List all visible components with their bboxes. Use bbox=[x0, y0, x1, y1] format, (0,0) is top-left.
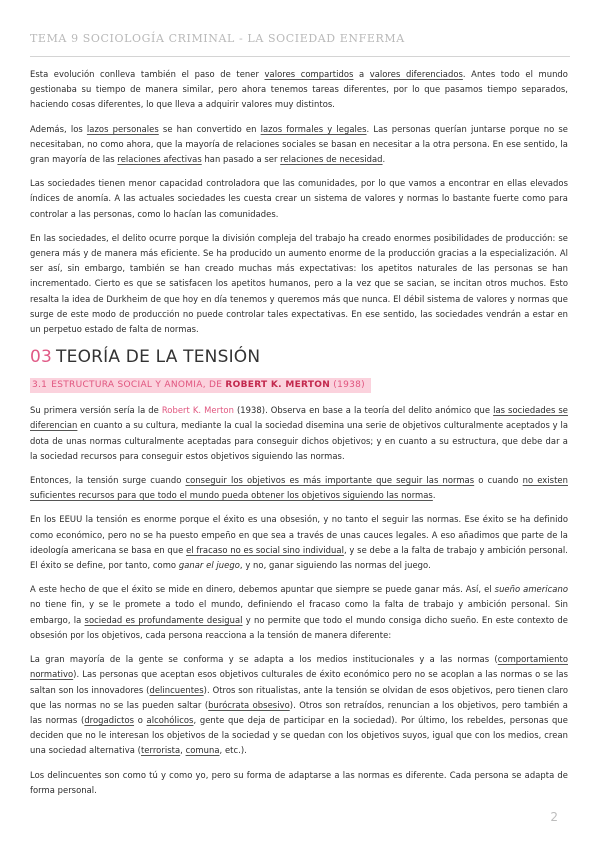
underlined-term: relaciones afectivas bbox=[117, 154, 202, 165]
underlined-term: el fracaso no es social sino individual bbox=[186, 544, 344, 555]
paragraph-values: Esta evolución conlleva también el paso de tener valores compartidos a valores diferenciados. Antes todo el mundo gestionaba su tiempo de manera similar, pero ahora tenemos tareas diferentes, por lo que pasamos tiempo separados, haciendo cosas diferentes, lo que lleva a adquirir valores muy distintos. bbox=[30, 69, 568, 110]
underlined-term: delincuentes bbox=[149, 684, 204, 695]
paragraph-conclusion: Los delincuentes son como tú y como yo, pero su forma de adaptarse a las normas es diferente. Cada persona se adapta de forma personal. bbox=[30, 769, 568, 795]
paragraph-usa: En los EEUU la tensión es enorme porque el éxito es una obsesión, y no tanto el seguir las normas. Ese éxito se ha definido como económico, pero no se ha puesto empeño en que sea a través de unas cauces legales. A eso añadimos que parte de la ideología americana se basa en que el fracaso no es social sino individual, y se debe a la falta de trabajo y ambición personal. El éxito se define, por tanto, como ganar el juego, y no, ganar siguiendo las normas del juego. bbox=[30, 514, 568, 571]
underlined-term: valores compartidos bbox=[264, 69, 354, 79]
underlined-term: relaciones de necesidad bbox=[280, 154, 383, 165]
page-body bbox=[30, 67, 568, 807]
italic-term: sueño americano bbox=[494, 584, 568, 595]
paragraph-anomie: Las sociedades tienen menor capacidad controladora que las comunidades, por lo que vamos a encontrar en ellas elevados índices de anomía. A las actuales sociedades les cuesta crear un sistema de valores y normas lo bastante fuerte como para controlar a las personas, como lo hacían las comunidades. bbox=[30, 178, 568, 219]
paragraph-bonds: Además, los lazos personales se han convertido en lazos formales y legales. Las personas querían juntarse porque no se necesitaban, no como ahora, que la mayoría de relaciones sociales se basan en necesitar a la otra persona. En ese sentido, la gran mayoría de las relaciones afectivas han pasado a ser relaciones de necesidad. bbox=[30, 123, 568, 165]
underlined-term: terrorista bbox=[140, 745, 181, 756]
paragraph-american-dream: A este hecho de que el éxito se mide en dinero, debemos apuntar que siempre se puede ganar más. Así, el sueño americano no tiene fin, y se le promete a todo el mundo, definiendo el fracaso como la falta de trabajo y ambición personal. Sin embargo, la sociedad es profundamente desigual y no permite que todo el mundo consiga dicho sueño. En este contexto de obsesión por los objetivos, cada persona reacciona a la tensión de manera diferente: bbox=[30, 584, 568, 640]
subsection-title: ESTRUCTURA SOCIAL Y ANOMIA, DE bbox=[51, 380, 223, 391]
subsection-heading bbox=[30, 378, 371, 393]
underlined-term: lazos formales y legales bbox=[260, 123, 367, 134]
subsection-year: (1938) bbox=[333, 380, 365, 391]
paragraph-merton: Su primera versión sería la de Robert K. Merton (1938). Observa en base a la teoría del delito anómico que las sociedades se diferencian en cuanto a su cultura, mediante la cual la sociedad disemina una serie de objetivos culturalmente aceptados y la dota de unas normas culturalmente aceptadas para conseguir dichos objetivos; y en cuanto a su estructura, que debe dar a la sociedad recursos para conseguir estos objetivos siguiendo las normas. bbox=[30, 405, 568, 461]
underlined-term: alcohólicos bbox=[146, 714, 194, 725]
underlined-term: conseguir los objetivos es más importante que seguir las normas bbox=[185, 475, 475, 486]
section-heading bbox=[30, 346, 568, 368]
header-divider bbox=[30, 56, 570, 57]
subsection-author: ROBERT K. MERTON bbox=[225, 380, 331, 391]
section-number: 03 bbox=[30, 347, 53, 368]
running-header: TEMA 9 SOCIOLOGÍA CRIMINAL - LA SOCIEDAD ENFERMA bbox=[30, 32, 405, 45]
section-title: TEORÍA DE LA TENSIÓN bbox=[56, 347, 261, 368]
page-number: 2 bbox=[550, 810, 558, 824]
underlined-term: no existen suficientes recursos para que todo el mundo pueda obtener los objetivos siguiendo las normas bbox=[30, 475, 568, 501]
underlined-term: comportamiento normativo bbox=[30, 654, 568, 680]
author-name: Robert K. Merton bbox=[161, 405, 234, 416]
paragraph-crime-production: En las sociedades, el delito ocurre porque la división compleja del trabajo ha creado enormes posibilidades de producción: se genera más y de manera más eficiente. Se ha producido un aumento enorme de la producción gracias a la especialización. Al ser así, sin embargo, también se han creado muchas más expectativas: los apetitos naturales de las personas se han incrementado. Cierto es que se satisfacen los apetitos humanos, pero a la vez que se sacian, se incitan otros muchos. Esto resalta la idea de Durkheim de que hoy en día tenemos y queremos más que nunca. El débil sistema de valores y normas que surge de este modo de producción no puede controlar tales expectativas. En ese sentido, las sociedades vendrán a estar en un perpetuo estado de falta de normas. bbox=[30, 232, 568, 335]
paragraph-tension: Entonces, la tensión surge cuando conseguir los objetivos es más importante que seguir las normas o cuando no existen suficientes recursos para que todo el mundo pueda obtener los objetivos siguiendo las normas. bbox=[30, 475, 568, 501]
underlined-term: valores diferenciados bbox=[369, 69, 463, 79]
underlined-term: comuna bbox=[185, 745, 220, 756]
subsection-number: 3.1 bbox=[32, 380, 48, 391]
underlined-term: lazos personales bbox=[86, 123, 159, 134]
paragraph-adaptations: La gran mayoría de la gente se conforma y se adapta a los medios institucionales y a las normas (comportamiento normativo). Las personas que aceptan esos objetivos culturales de éxito económico pero no se acoplan a las normas o se las saltan son los innovadores (delincuentes). Otros son ritualistas, ante la tensión se olvidan de esos objetivos, pero tienen claro que las normas no se las pueden saltar (burócrata obsesivo). Otros son retraídos, renuncian a los objetivos, pero también a las normas (drogadictos o alcohólicos, gente que deja de participar en la sociedad). Por último, los rebeldes, personas que deciden que no le interesan los objetivos de la sociedad y se quedan con los objetivos suyos, igual que con los medios, crean una sociedad alternativa (terrorista, comuna, etc.). bbox=[30, 654, 568, 756]
underlined-term: sociedad es profundamente desigual bbox=[84, 614, 243, 625]
italic-term: ganar el juego bbox=[178, 560, 240, 571]
underlined-term: las sociedades se diferencian bbox=[30, 405, 568, 431]
underlined-term: burócrata obsesivo bbox=[208, 699, 290, 710]
underlined-term: drogadictos bbox=[84, 714, 135, 725]
